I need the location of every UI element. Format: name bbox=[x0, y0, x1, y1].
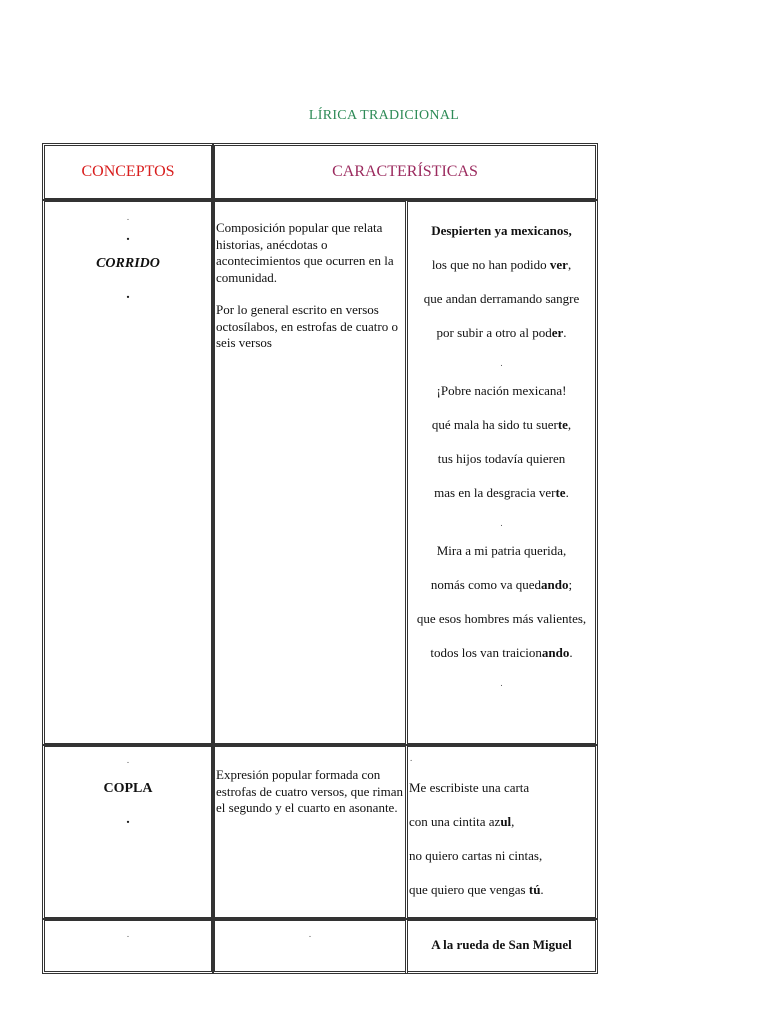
dot-mark: . bbox=[308, 929, 312, 939]
verse-line bbox=[408, 382, 595, 399]
dot-mark: . bbox=[126, 212, 130, 222]
verse-text: ¡Pobre nación mexicana! bbox=[436, 383, 567, 398]
row-corrido-description bbox=[212, 199, 408, 746]
dot-mark: . bbox=[126, 287, 130, 302]
poem-verses bbox=[408, 202, 595, 688]
verse-rhyme: ando bbox=[541, 577, 569, 592]
dot-mark: . bbox=[126, 929, 130, 939]
verse-line bbox=[408, 542, 595, 559]
poem-verses bbox=[408, 921, 595, 953]
verse-line bbox=[409, 881, 595, 898]
verse-text: no quiero cartas ni cintas, bbox=[409, 848, 543, 863]
verse-punct: . bbox=[563, 325, 567, 340]
dot-mark: . bbox=[500, 518, 503, 528]
verse-line bbox=[409, 779, 595, 796]
verse-punct: , bbox=[511, 814, 515, 829]
verse-text: qué mala ha sido tu suer bbox=[431, 417, 558, 432]
verse-rhyme: ul bbox=[500, 814, 512, 829]
verse-rhyme: ando bbox=[541, 645, 570, 660]
verse-line bbox=[408, 222, 595, 239]
verse-rhyme: er bbox=[551, 325, 564, 340]
verse-line bbox=[409, 847, 595, 864]
dot-mark: . bbox=[500, 358, 503, 368]
verse-text: que quiero que vengas bbox=[409, 882, 529, 897]
verse-line bbox=[408, 484, 595, 501]
dot-mark: . bbox=[126, 229, 130, 244]
verse-text: con una cintita az bbox=[409, 814, 501, 829]
verse-punct: . bbox=[540, 882, 544, 897]
verse-rhyme: te bbox=[555, 485, 566, 500]
verse-text: por subir a otro al pod bbox=[436, 325, 552, 340]
verse-line bbox=[408, 324, 595, 341]
verse-rhyme: tú bbox=[528, 882, 541, 897]
verse-line bbox=[408, 576, 595, 593]
verse-rhyme: Despierten ya mexicanos, bbox=[431, 223, 572, 238]
verse-text: tus hijos todavía quieren bbox=[437, 451, 566, 466]
description-text: Composición popular que relata historias, anécdotas o acontecimientos que ocurren en la comunidad. bbox=[216, 220, 394, 285]
header-conceptos-label: CONCEPTOS bbox=[81, 163, 175, 180]
dot-mark: . bbox=[126, 812, 130, 827]
verse-rhyme: ver bbox=[549, 257, 568, 272]
header-conceptos bbox=[42, 143, 214, 201]
row-third-description bbox=[212, 918, 408, 974]
row-corrido-concept bbox=[42, 199, 214, 746]
row-copla-concept bbox=[42, 744, 214, 920]
verse-text: mas en la desgracia ver bbox=[434, 485, 556, 500]
dot-mark: . bbox=[500, 678, 503, 688]
description-text: Expresión popular formada con estrofas de cuatro versos, que riman el segundo y el cuarto en asonante. bbox=[216, 767, 403, 815]
verse-line bbox=[408, 936, 595, 953]
verse-punct: ; bbox=[568, 577, 573, 592]
verse-line bbox=[408, 644, 595, 661]
row-third-example bbox=[405, 918, 598, 974]
verse-line bbox=[408, 256, 595, 273]
verse-line bbox=[408, 290, 595, 307]
verse-line bbox=[409, 813, 595, 830]
verse-punct: , bbox=[567, 257, 572, 272]
verse-line bbox=[408, 610, 595, 627]
verse-punct: . bbox=[565, 485, 569, 500]
verse-text: todos los van traicion bbox=[430, 645, 542, 660]
verse-text: Me escribiste una carta bbox=[409, 780, 530, 795]
concept-label: CORRIDO bbox=[96, 256, 160, 271]
row-copla-description bbox=[212, 744, 408, 920]
verse-text: Mira a mi patria querida, bbox=[436, 543, 567, 558]
row-third-concept bbox=[42, 918, 214, 974]
description-text: Por lo general escrito en versos octosílabos, en estrofas de cuatro o seis versos bbox=[216, 302, 398, 350]
verse-punct: . bbox=[569, 645, 573, 660]
concept-label: COPLA bbox=[103, 781, 153, 796]
header-caracteristicas bbox=[212, 143, 598, 201]
dot-mark: . bbox=[126, 755, 130, 765]
verse-rhyme: A la rueda de San Miguel bbox=[431, 937, 572, 952]
header-caracteristicas-label: CARACTERÍSTICAS bbox=[332, 163, 478, 180]
row-copla-example bbox=[405, 744, 598, 920]
poem-verses bbox=[408, 763, 595, 898]
verse-text: que andan derramando sangre bbox=[423, 291, 580, 306]
document-title: LÍRICA TRADICIONAL bbox=[308, 108, 460, 123]
verse-text: que esos hombres más valientes, bbox=[416, 611, 587, 626]
verse-text: nomás como va qued bbox=[430, 577, 542, 592]
row-corrido-example bbox=[405, 199, 598, 746]
verse-line bbox=[408, 416, 595, 433]
verse-punct: , bbox=[567, 417, 572, 432]
verse-rhyme: te bbox=[557, 417, 568, 432]
dot-mark: . bbox=[410, 753, 413, 763]
verse-text: los que no han podido bbox=[431, 257, 550, 272]
verse-line bbox=[408, 450, 595, 467]
